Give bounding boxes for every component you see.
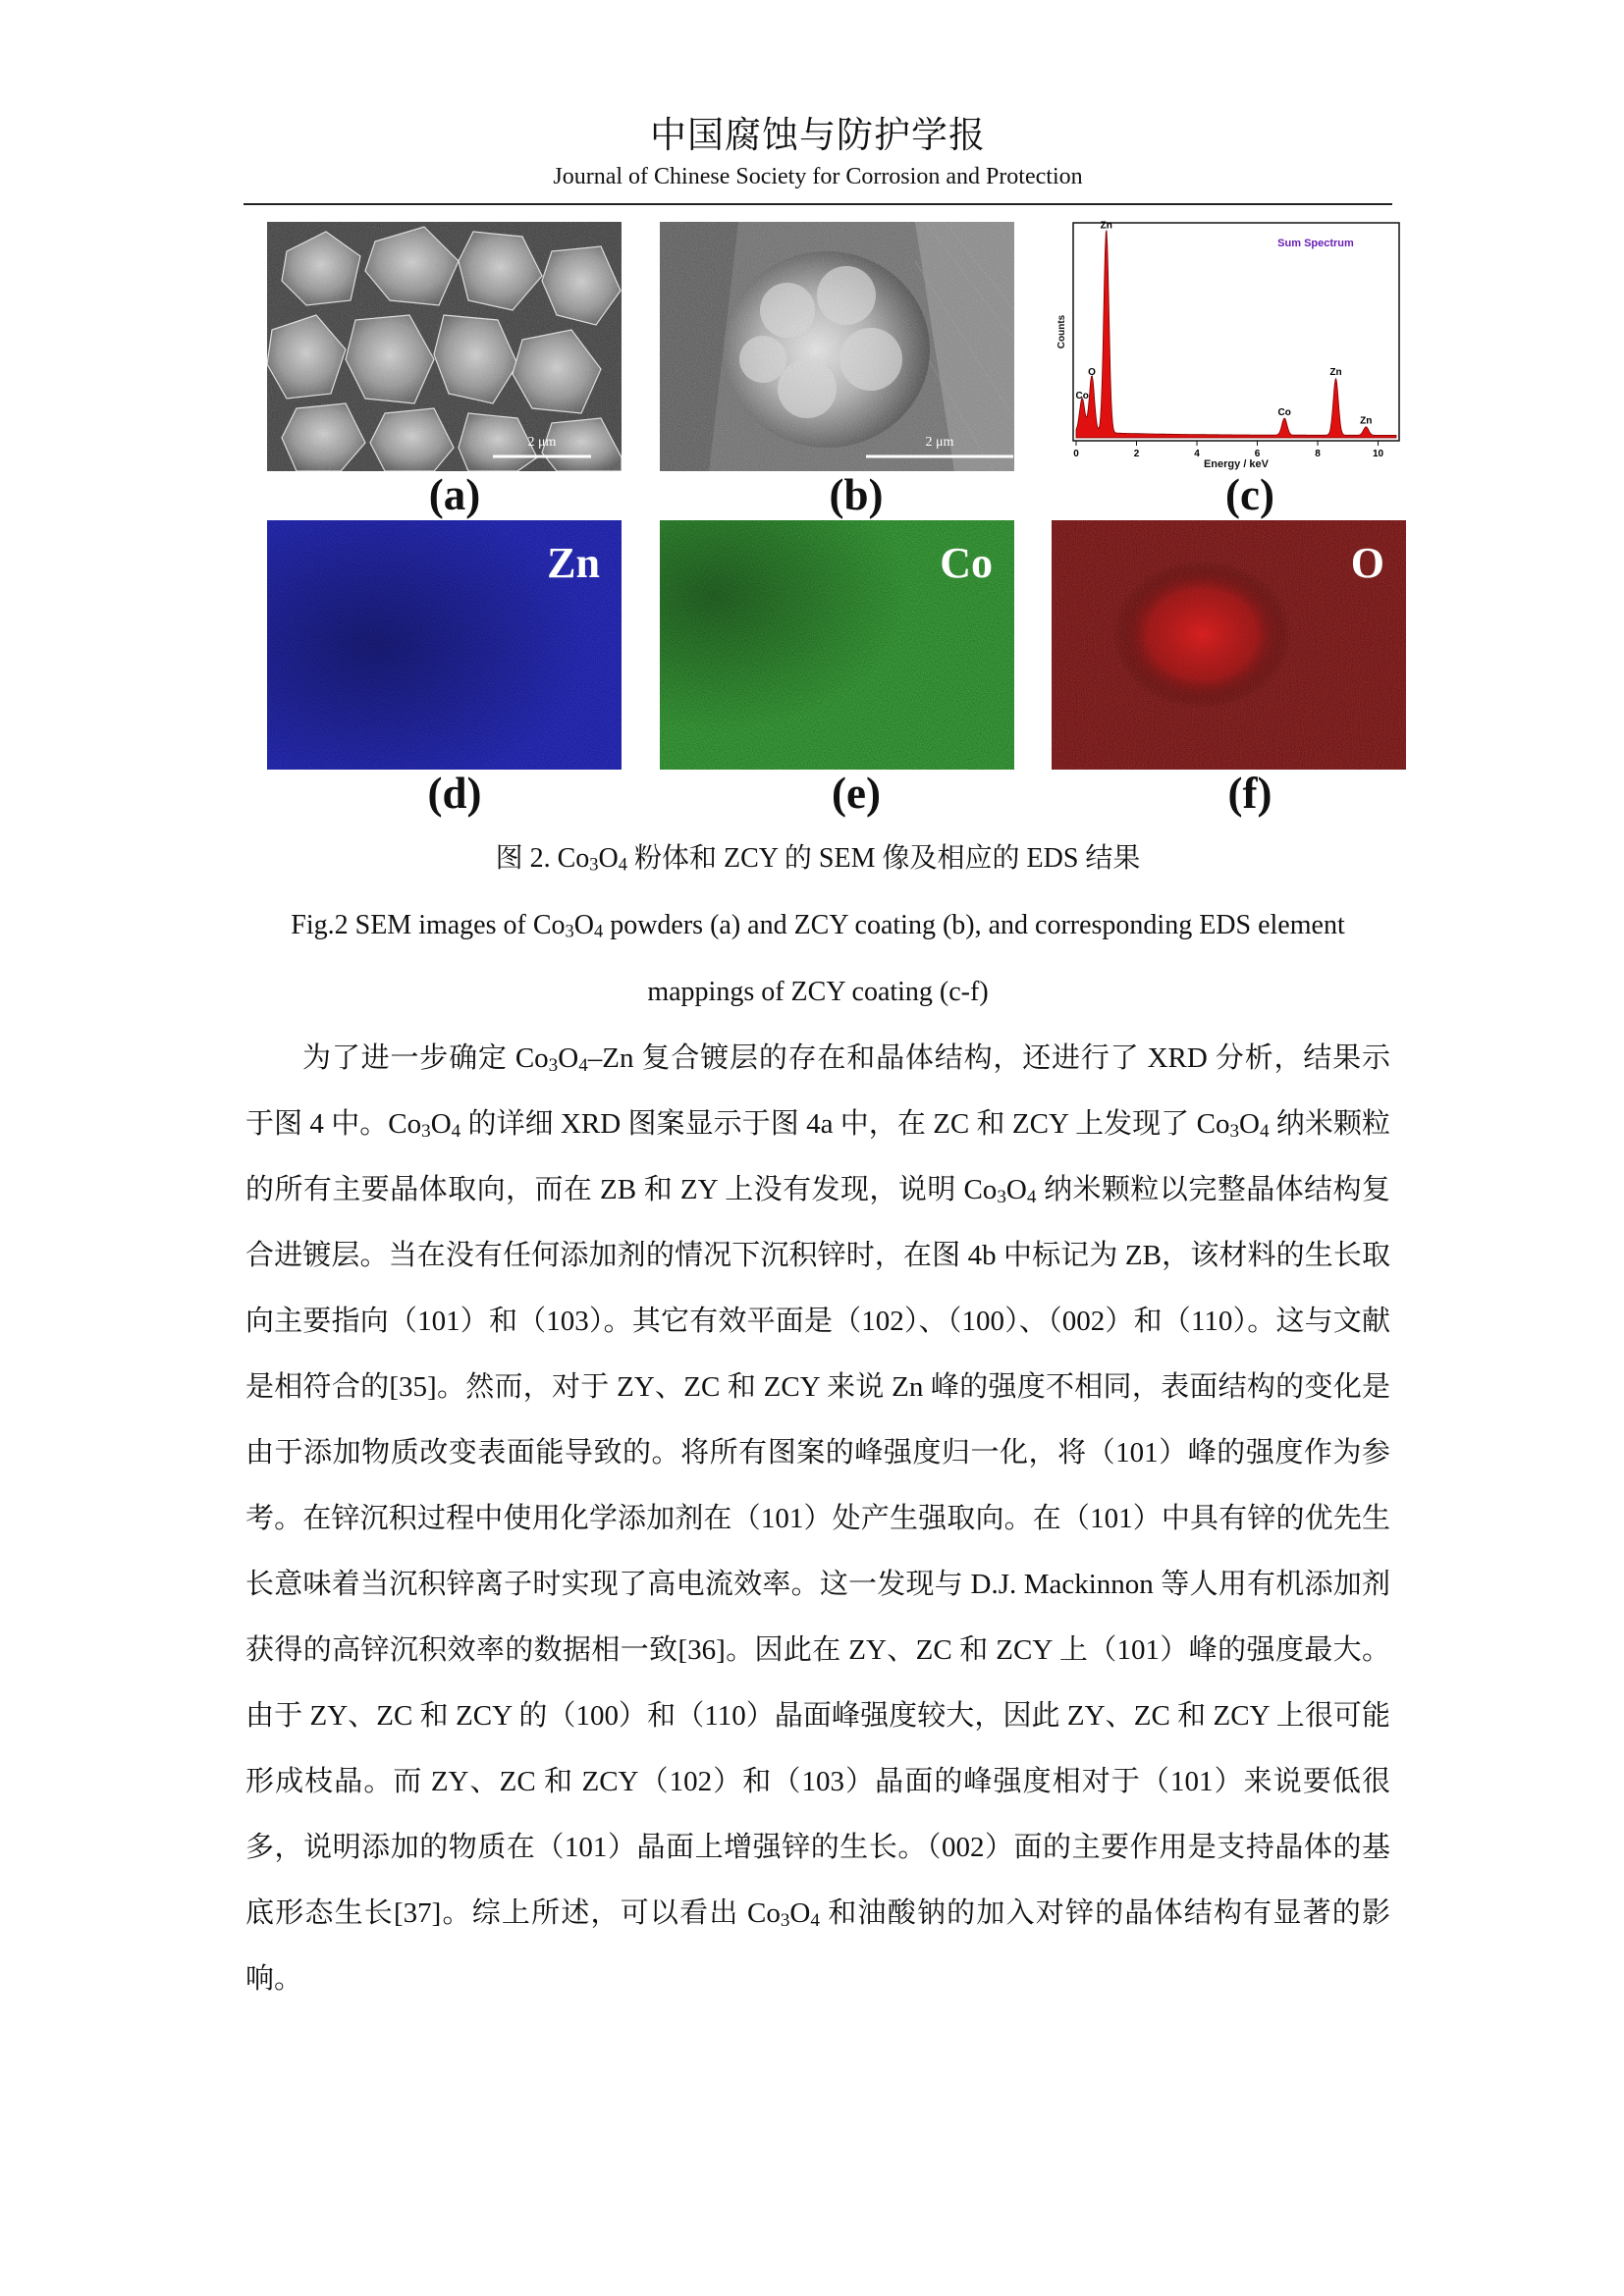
header-divider xyxy=(244,203,1392,205)
x-tick-label: 6 xyxy=(1254,449,1261,459)
paragraph-text: 为了进一步确定 Co3O4–Zn 复合镀层的存在和晶体结构，还进行了 XRD 分析，结果示于图 4 中。Co3O4 的详细 XRD 图案显示于图 4a 中，在 ZC 和 ZCY 上发现了 Co3O4 纳米颗粒的所有主要晶体取向，而在 ZB 和 ZY 上没有发现，说明 Co3O4 纳米颗粒以完整晶体结构复合进镀层。当在没有任何添加剂的情况下沉积锌时，在图 4b 中标记为 ZB，该材料的生长取向主要指向（101）和（103）。其它有效平面是（102）、（100）、（002）和（110）。这与文献是相符合的[35]。然而，对于 ZY、ZC 和 ZCY 来说 Zn 峰的强度不相同，表面结构的变化是由于添加物质改变表面能导致的。将所有图案的峰强度归一化，将（101）峰的强度作为参考。在锌沉积过程中使用化学添加剂在（101）处产生强取向。在（101）中具有锌的优先生长意味着当沉积锌离子时实现了高电流效率。这一发现与 D.J. Mackinnon 等人用有机添加剂获得的高锌沉积效率的数据相一致[36]。因此在 ZY、ZC 和 ZCY 上（101）峰的强度最大。由于 ZY、ZC 和 ZCY 的（100）和（110）晶面峰强度较大，因此 ZY、ZC 和 ZCY 上很可能形成枝晶。而 ZY、ZC 和 ZCY（102）和（103）晶面的峰强度相对于（101）来说要低很多，说明添加的物质在（101）晶面上增强锌的生长。（002）面的主要作用是支持晶体的基底形态生长[37]。综上所述，可以看出 Co3O4 和油酸钠的加入对锌的晶体结构有显著的影响。 xyxy=(245,1042,1390,1995)
journal-title-en: Journal of Chinese Society for Corrosion and Protection xyxy=(553,164,1083,189)
x-tick-label: 0 xyxy=(1073,449,1079,459)
scale-bar-label-b: 2 μm xyxy=(925,435,954,450)
eds-map-o xyxy=(1052,520,1406,770)
panel-label-d: (d) xyxy=(427,769,482,818)
eds-map-zn xyxy=(267,520,622,770)
figure-caption-en-line1: Fig.2 SEM images of $Co_3O_4$ powders (a) and ZCY coating (b), and corresponding EDS element xyxy=(291,910,1345,941)
peak-label: Zn xyxy=(1329,367,1342,379)
body-paragraph xyxy=(245,1026,1390,2012)
peak-label: Zn xyxy=(1360,415,1373,427)
eds-spectrum-chart xyxy=(1051,218,1404,471)
x-tick-label: 4 xyxy=(1194,449,1200,459)
x-tick-label: 8 xyxy=(1315,449,1321,459)
map-element-zn: Zn xyxy=(547,539,600,587)
figure-caption-cn: 图 2. $Co_3O_4$ 粉体和 ZCY 的 SEM 像及相应的 EDS 结果 xyxy=(495,843,1141,875)
panel-label-c: (c) xyxy=(1225,470,1274,519)
chart-ylabel: Counts xyxy=(1056,314,1067,349)
panel-label-b: (b) xyxy=(829,470,884,519)
peak-label: O xyxy=(1088,367,1096,379)
panel-label-e: (e) xyxy=(832,769,881,818)
panel-label-f: (f) xyxy=(1227,769,1272,818)
panel-label-a: (a) xyxy=(428,470,481,519)
chart-xlabel: Energy / keV xyxy=(1203,458,1270,470)
peak-label: Zn xyxy=(1100,220,1112,232)
x-tick-label: 2 xyxy=(1133,449,1140,459)
peak-label: Co xyxy=(1277,406,1291,418)
journal-header xyxy=(244,114,1392,192)
scale-bar-label-a: 2 μm xyxy=(527,435,557,450)
chart-title: Sum Spectrum xyxy=(1277,238,1354,249)
sem-image-a xyxy=(267,222,622,471)
x-tick-label: 10 xyxy=(1372,449,1384,459)
map-element-o: O xyxy=(1350,539,1384,587)
eds-map-co xyxy=(660,520,1014,770)
chart-frame xyxy=(1073,223,1399,441)
figure-caption-en-line2: mappings of ZCY coating (c-f) xyxy=(647,977,989,1007)
sem-image-b xyxy=(660,222,1014,471)
map-element-co: Co xyxy=(940,539,993,587)
journal-title-cn: 中国腐蚀与防护学报 xyxy=(650,116,986,156)
peak-label: Co xyxy=(1075,390,1089,401)
